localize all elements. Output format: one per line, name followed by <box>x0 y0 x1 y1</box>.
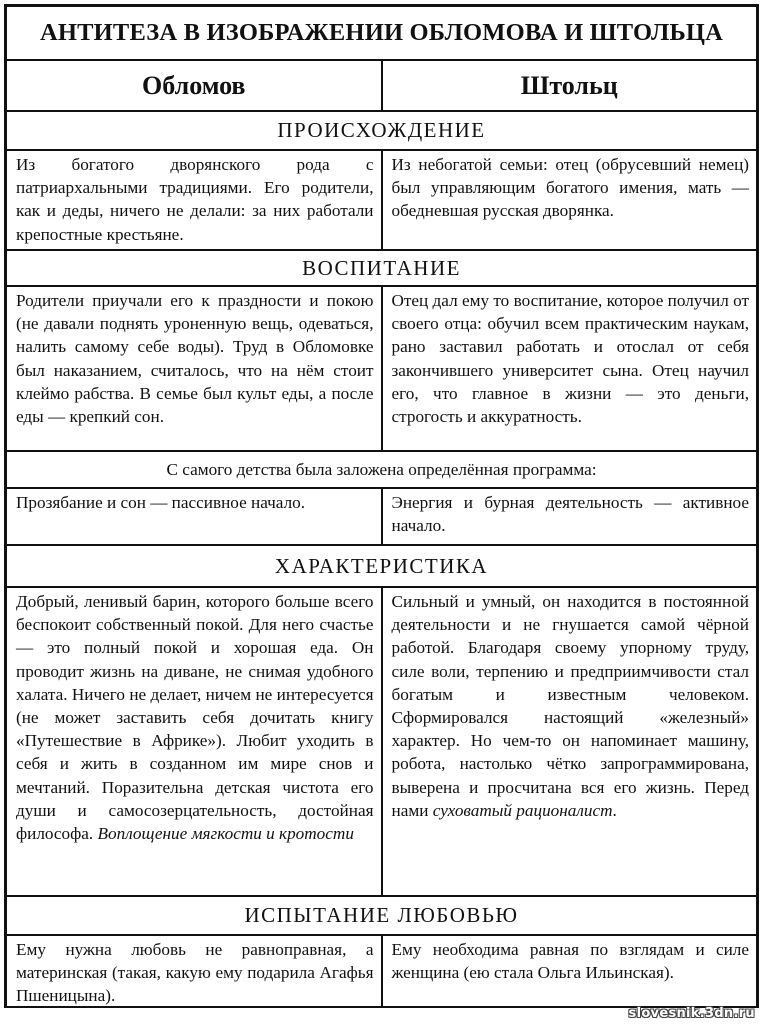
cell-oblomov-character <box>7 588 383 895</box>
oblomov-character-text: Добрый, ленивый барин, которого больше всего беспокоит собственный покой. Для него счастье — это полный покой и хорошая еда. Он проводит жизнь на диване, не снимая удобного халата. Ничего не делает, ничем не интересуется (не может заставить себя дочитать книгу «Путешествие в Африке»). Любит уходить в себя и жить в созданном им мире снов и мечтаний. Поразительна детская чистота его души и самосозерцательность, достойная философа. <box>16 592 374 844</box>
cell-stolz-character: Сильный и умный, он находится в постоянной деятельности и не гнушается самой чёрной работой. Благодаря своему упорному труду, силе воли, терпению и предприимчивости стал богатым и известным человеком. Сформировался настоящий «железный» характер. Но чем-то он напоминает машину, робота, настолько чётко запрограммирована, выверена и просчитана вся его жизнь. Перед нами суховатый рационалист. <box>391 592 749 820</box>
cell-oblomov-origin: Из богатого дворянского рода с патриархальными традициями. Его родители, как и деды, ничего не делали: за них работали крепостные крестьяне. <box>7 151 383 249</box>
stolz-character-text: Сильный и умный, он находится в постоянной деятельности и не гнушается самой чёрной работой. Благодаря своему упорному труду, силе воли, терпению и предприимчивости стал богатым и известным человеком. Сформировался настоящий «железный» характер. Но чем-то он напоминает машину, робота, настолько чётко запрограммирована, выверена и просчитана вся его жизнь. Перед нами <box>391 592 749 820</box>
comparison-table <box>4 4 759 1008</box>
page-title: АНТИТЕЗА В ИЗОБРАЖЕНИИ ОБЛОМОВА И ШТОЛЬЦА <box>4 4 759 61</box>
watermark: slovesnik.3dn.ru <box>628 1006 755 1021</box>
column-header-oblomov: Обломов <box>7 61 383 110</box>
cell-stolz-love: Ему необходима равная по взглядам и силе женщина (ею стала Ольга Ильинская). <box>391 940 749 983</box>
column-header-stolz: Штольц <box>520 70 618 100</box>
section-heading-upbringing: ВОСПИТАНИЕ <box>4 251 759 287</box>
cell-stolz-program: Энергия и бурная деятельность — активное начало. <box>391 493 749 536</box>
cell-oblomov-upbringing: Родители приучали его к праздности и покою (не давали поднять уроненную вещь, одеваться, налить самому себе воды). Труд в Обломовке был наказанием, считалось, что на нём стоит клеймо рабства. В семье был культ еды, а после еды — крепкий сон. <box>7 287 383 450</box>
table-row-origin <box>4 151 759 251</box>
table-row-character <box>4 588 759 897</box>
table-row-upbringing <box>4 287 759 452</box>
cell-stolz-upbringing: Отец дал ему то воспитание, которое получил от своего отца: обучил всем практическим наукам, рано заставил работать и отослал от себя закончившего университет сына. Отец научил его, что главное в жизни — это деньги, строгость и аккуратность. <box>391 291 749 427</box>
column-headers <box>4 61 759 112</box>
section-heading-origin: ПРОИСХОЖДЕНИЕ <box>4 112 759 151</box>
table-row-love <box>4 936 759 1008</box>
section-heading-love: ИСПЫТАНИЕ ЛЮБОВЬЮ <box>4 897 759 936</box>
stolz-character-italic: суховатый рационалист <box>432 800 613 820</box>
cell-oblomov-program: Прозябание и сон — пассивное начало. <box>7 489 383 544</box>
cell-oblomov-love: Ему нужна любовь не равноправная, а материнская (такая, какую ему подарила Агафья Пшеницына). <box>7 936 383 1006</box>
section-heading-character: ХАРАКТЕРИСТИКА <box>4 546 759 588</box>
oblomov-character-italic: Воплощение мягкости и кротости <box>97 824 354 844</box>
table-row-program <box>4 489 759 546</box>
program-note: С самого детства была заложена определённая программа: <box>4 452 759 489</box>
cell-stolz-origin: Из небогатой семьи: отец (обрусевший немец) был управляющим богатого имения, мать — обедневшая русская дворянка. <box>391 155 749 221</box>
